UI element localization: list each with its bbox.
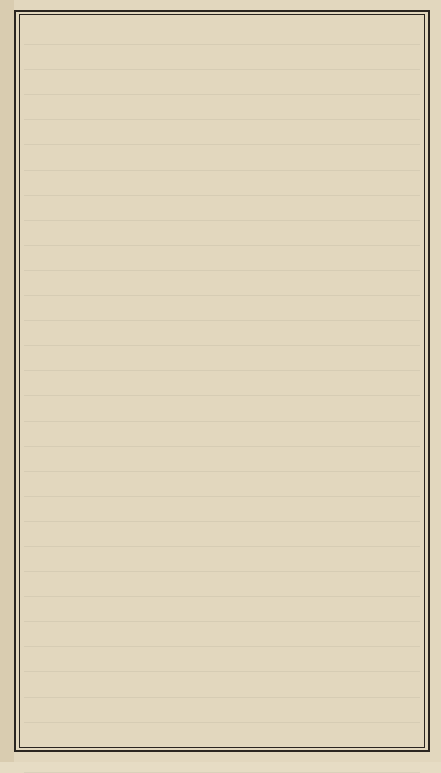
text-line	[24, 120, 420, 145]
text-line	[24, 45, 420, 70]
text-line	[24, 572, 420, 597]
text-line	[24, 497, 420, 522]
text-line	[24, 196, 420, 221]
text-line	[24, 396, 420, 421]
text-line	[24, 672, 420, 697]
text-line	[24, 95, 420, 120]
text-line	[24, 547, 420, 572]
text-line	[24, 321, 420, 346]
text-line	[24, 20, 420, 45]
text-line	[24, 271, 420, 296]
text-line	[24, 748, 420, 773]
text-line	[24, 221, 420, 246]
left-margin-strip	[0, 0, 14, 762]
text-line	[24, 447, 420, 472]
text-line	[24, 171, 420, 196]
text-line	[24, 371, 420, 396]
text-line	[24, 296, 420, 321]
text-line	[24, 422, 420, 447]
manuscript-text-block	[24, 20, 420, 742]
text-line	[24, 145, 420, 170]
text-line	[24, 70, 420, 95]
text-line	[24, 522, 420, 547]
text-line	[24, 647, 420, 672]
text-line	[24, 622, 420, 647]
text-line	[24, 723, 420, 748]
text-line	[24, 472, 420, 497]
text-line	[24, 246, 420, 271]
text-line	[24, 698, 420, 723]
text-line	[24, 346, 420, 371]
text-line	[24, 597, 420, 622]
